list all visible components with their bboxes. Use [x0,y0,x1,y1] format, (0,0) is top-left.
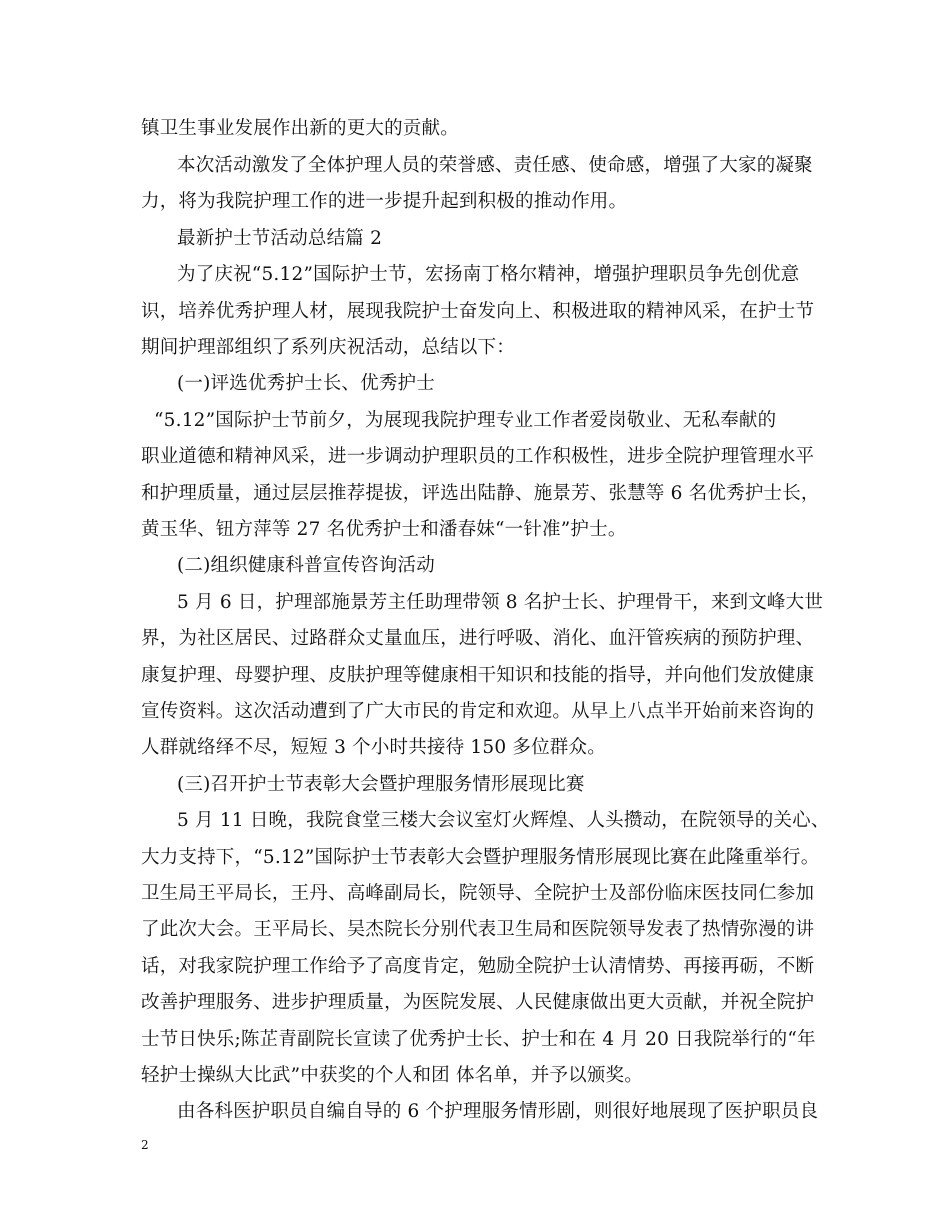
text-line: 黄玉华、钮方萍等 27 名优秀护士和潘春妹“一针准”护士。 [141,519,627,540]
text-line: 力，将为我院护理工作的进一步提升起到积极的推动作用。 [141,191,628,212]
page-number: 2 [141,1138,149,1152]
subsection-heading: (一)评选优秀护士长、优秀护士 [177,373,435,394]
text-line: 了此次大会。王平局长、吴杰院长分别代表卫生局和医院领导发表了热情弥漫的讲 [141,919,815,940]
text-line: 大力支持下，“5.12”国际护士节表彰大会暨护理服务情形展现比赛在此隆重举行。 [141,847,820,868]
paragraph-start-line: 5 月 6 日，护理部施景芳主任助理带领 8 名护士长、护理骨干，来到文峰大世 [177,592,824,613]
text-line: 人群就络绎不尽，短短 3 个小时共接待 150 多位群众。 [141,737,606,758]
text-line: 卫生局王平局长，王丹、高峰副局长，院领导、全院护士及部份临床医技同仁参加 [141,883,815,904]
text-line: 职业道德和精神风采，进一步调动护理职员的工作积极性，进步全院护理管理水平 [141,446,815,467]
text-line: 和护理质量，通过层层推荐提拔，评选出陆静、施景芳、张慧等 6 名优秀护士长， [141,483,820,504]
paragraph-start-line: 为了庆祝“5.12”国际护士节，宏扬南丁格尔精神，增强护理职员争先创优意 [177,264,800,285]
text-line: 话，对我家院护理工作给予了高度肯定，勉励全院护士认清情势、再接再砺，不断 [141,956,815,977]
text-line: 康复护理、母婴护理、皮肤护理等健康相干知识和技能的指导，并向他们发放健康 [141,665,815,686]
paragraph-start-line: 本次活动激发了全体护理人员的荣誉感、责任感、使命感，增强了大家的凝聚 [177,155,813,176]
paragraph-start-line: 5 月 11 日晚，我院食堂三楼大会议室灯火辉煌、人头攒动，在院领导的关心、 [177,810,830,831]
section-heading: 最新护士节活动总结篇 2 [177,228,383,249]
text-line: 改善护理服务、进步护理质量，为医院发展、人民健康做出更大贡献，并祝全院护 [141,992,815,1013]
text-line: 镇卫生事业发展作出新的更大的贡献。 [141,118,459,139]
text-line: 识，培养优秀护理人材，展现我院护士奋发向上、积极进取的精神风采，在护士节 [141,301,815,322]
subsection-heading: (三)召开护士节表彰大会暨护理服务情形展现比赛 [177,774,585,795]
paragraph-start-line: “5.12”国际护士节前夕，为展现我院护理专业工作者爱岗敬业、无私奉献的 [154,410,777,431]
text-line: 宣传资料。这次活动遭到了广大市民的肯定和欢迎。从早上八点半开始前来咨询的 [141,701,815,722]
paragraph-start-line: 由各科医护职员自编自导的 6 个护理服务情形剧，则很好地展现了医护职员良 [177,1101,819,1122]
text-line: 界，为社区居民、过路群众丈量血压，进行呼吸、消化、血汗管疾病的预防护理、 [141,628,815,649]
text-line: 轻护士操纵大比武”中获奖的个人和团 体名单，并予以颁奖。 [141,1065,643,1086]
subsection-heading: (二)组织健康科普宣传咨询活动 [177,555,435,576]
text-line: 士节日快乐;陈芷青副院长宣读了优秀护士长、护士和在 4 月 20 日我院举行的“年 [141,1029,816,1050]
text-line: 期间护理部组织了系列庆祝活动，总结以下： [141,337,516,358]
